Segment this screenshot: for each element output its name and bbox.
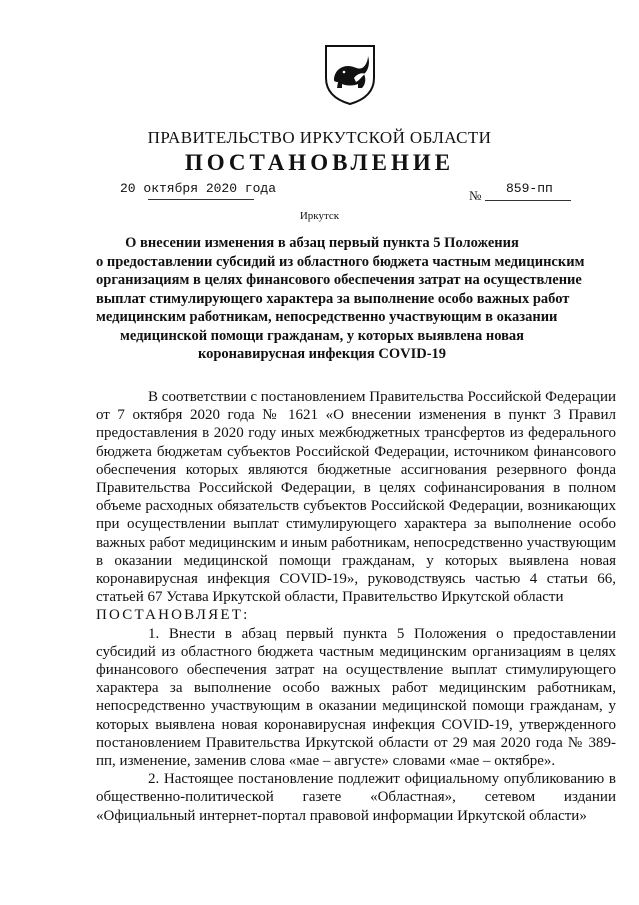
heading-line: О внесении изменения в абзац первый пункта 5 Положения <box>125 235 519 251</box>
heading-line: выплат стимулирующего характера за выполнение особо важных работ <box>96 290 570 307</box>
number-sign: № <box>469 188 482 203</box>
number-underline <box>485 200 571 201</box>
heading-line: медицинским работникам, непосредственно участвующим в оказании <box>96 309 558 325</box>
city-name: Иркутск <box>299 210 340 222</box>
date-underline <box>148 199 254 200</box>
irkutsk-coat-of-arms-icon <box>324 44 376 106</box>
heading-line: о предоставлении субсидий из областного бюджета частным медицинским <box>96 253 585 270</box>
heading-line: организациям в целях финансового обеспечения затрат на осуществление <box>96 272 582 288</box>
heading-line: коронавирусная инфекция COVID-19 <box>197 346 447 362</box>
resolves-heading: ПОСТАНОВЛЯЕТ: <box>96 607 250 624</box>
heading-line: медицинской помощи гражданам, у которых выявлена новая <box>119 327 525 344</box>
government-name: ПРАВИТЕЛЬСТВО ИРКУТСКОЙ ОБЛАСТИ <box>147 128 492 147</box>
document-date: 20 октября 2020 года <box>120 181 277 196</box>
document-type-title: ПОСТАНОВЛЕНИЕ <box>184 150 455 175</box>
item-2-paragraph: 2. Настоящее постановление подлежит официальному опубликованию в общественно-политической газете «Областная», сетевом издании «Официальный интернет-портал правовой информации Иркутской области» <box>96 771 616 824</box>
item-1-paragraph: 1. Внести в абзац первый пункта 5 Положения о предоставлении субсидий из областного бюджета частным медицинским организациям в целях финансового обеспечения затрат на осуществление выплат стимулирующего характера за выполнение особо важных работ медицинским работникам, непосредственно участвующим в оказании медицинской помощи гражданам, у которых выявлена новая коронавирусная инфекция COVID-19, утвержденного постановлением Правительства Иркутской области от 29 мая 2020 года № 389-пп, изменение, заменив слова «мае – августе» словами «мае – октябре». <box>96 625 616 770</box>
document-number: 859-пп <box>506 181 553 196</box>
document-body <box>96 388 616 825</box>
preamble-paragraph: В соответствии с постановлением Правительства Российской Федерации от 7 октября 2020 года № 1621 «О внесении изменения в пункт 3 Правил предоставления в 2020 году иных межбюджетных трансфертов из федерального бюджета бюджетам субъектов Российской Федерации, источником финансового обеспечения которых являются бюджетные ассигнования резервного фонда Правительства Российской Федерации, в целях софинансирования в полном объеме расходных обязательств субъектов Российской Федерации, возникающих при осуществлении выплат стимулирующего характера за выполнение особо важных работ медицинским и иным работникам, непосредственно участвующим в оказании медицинской помощи гражданам, у которых выявлена новая коронавирусная инфекция COVID-19», руководствуясь частью 4 статьи 66, статьей 67 Устава Иркутской области, Правительство Иркутской области <box>96 389 616 606</box>
document-heading <box>96 234 585 364</box>
